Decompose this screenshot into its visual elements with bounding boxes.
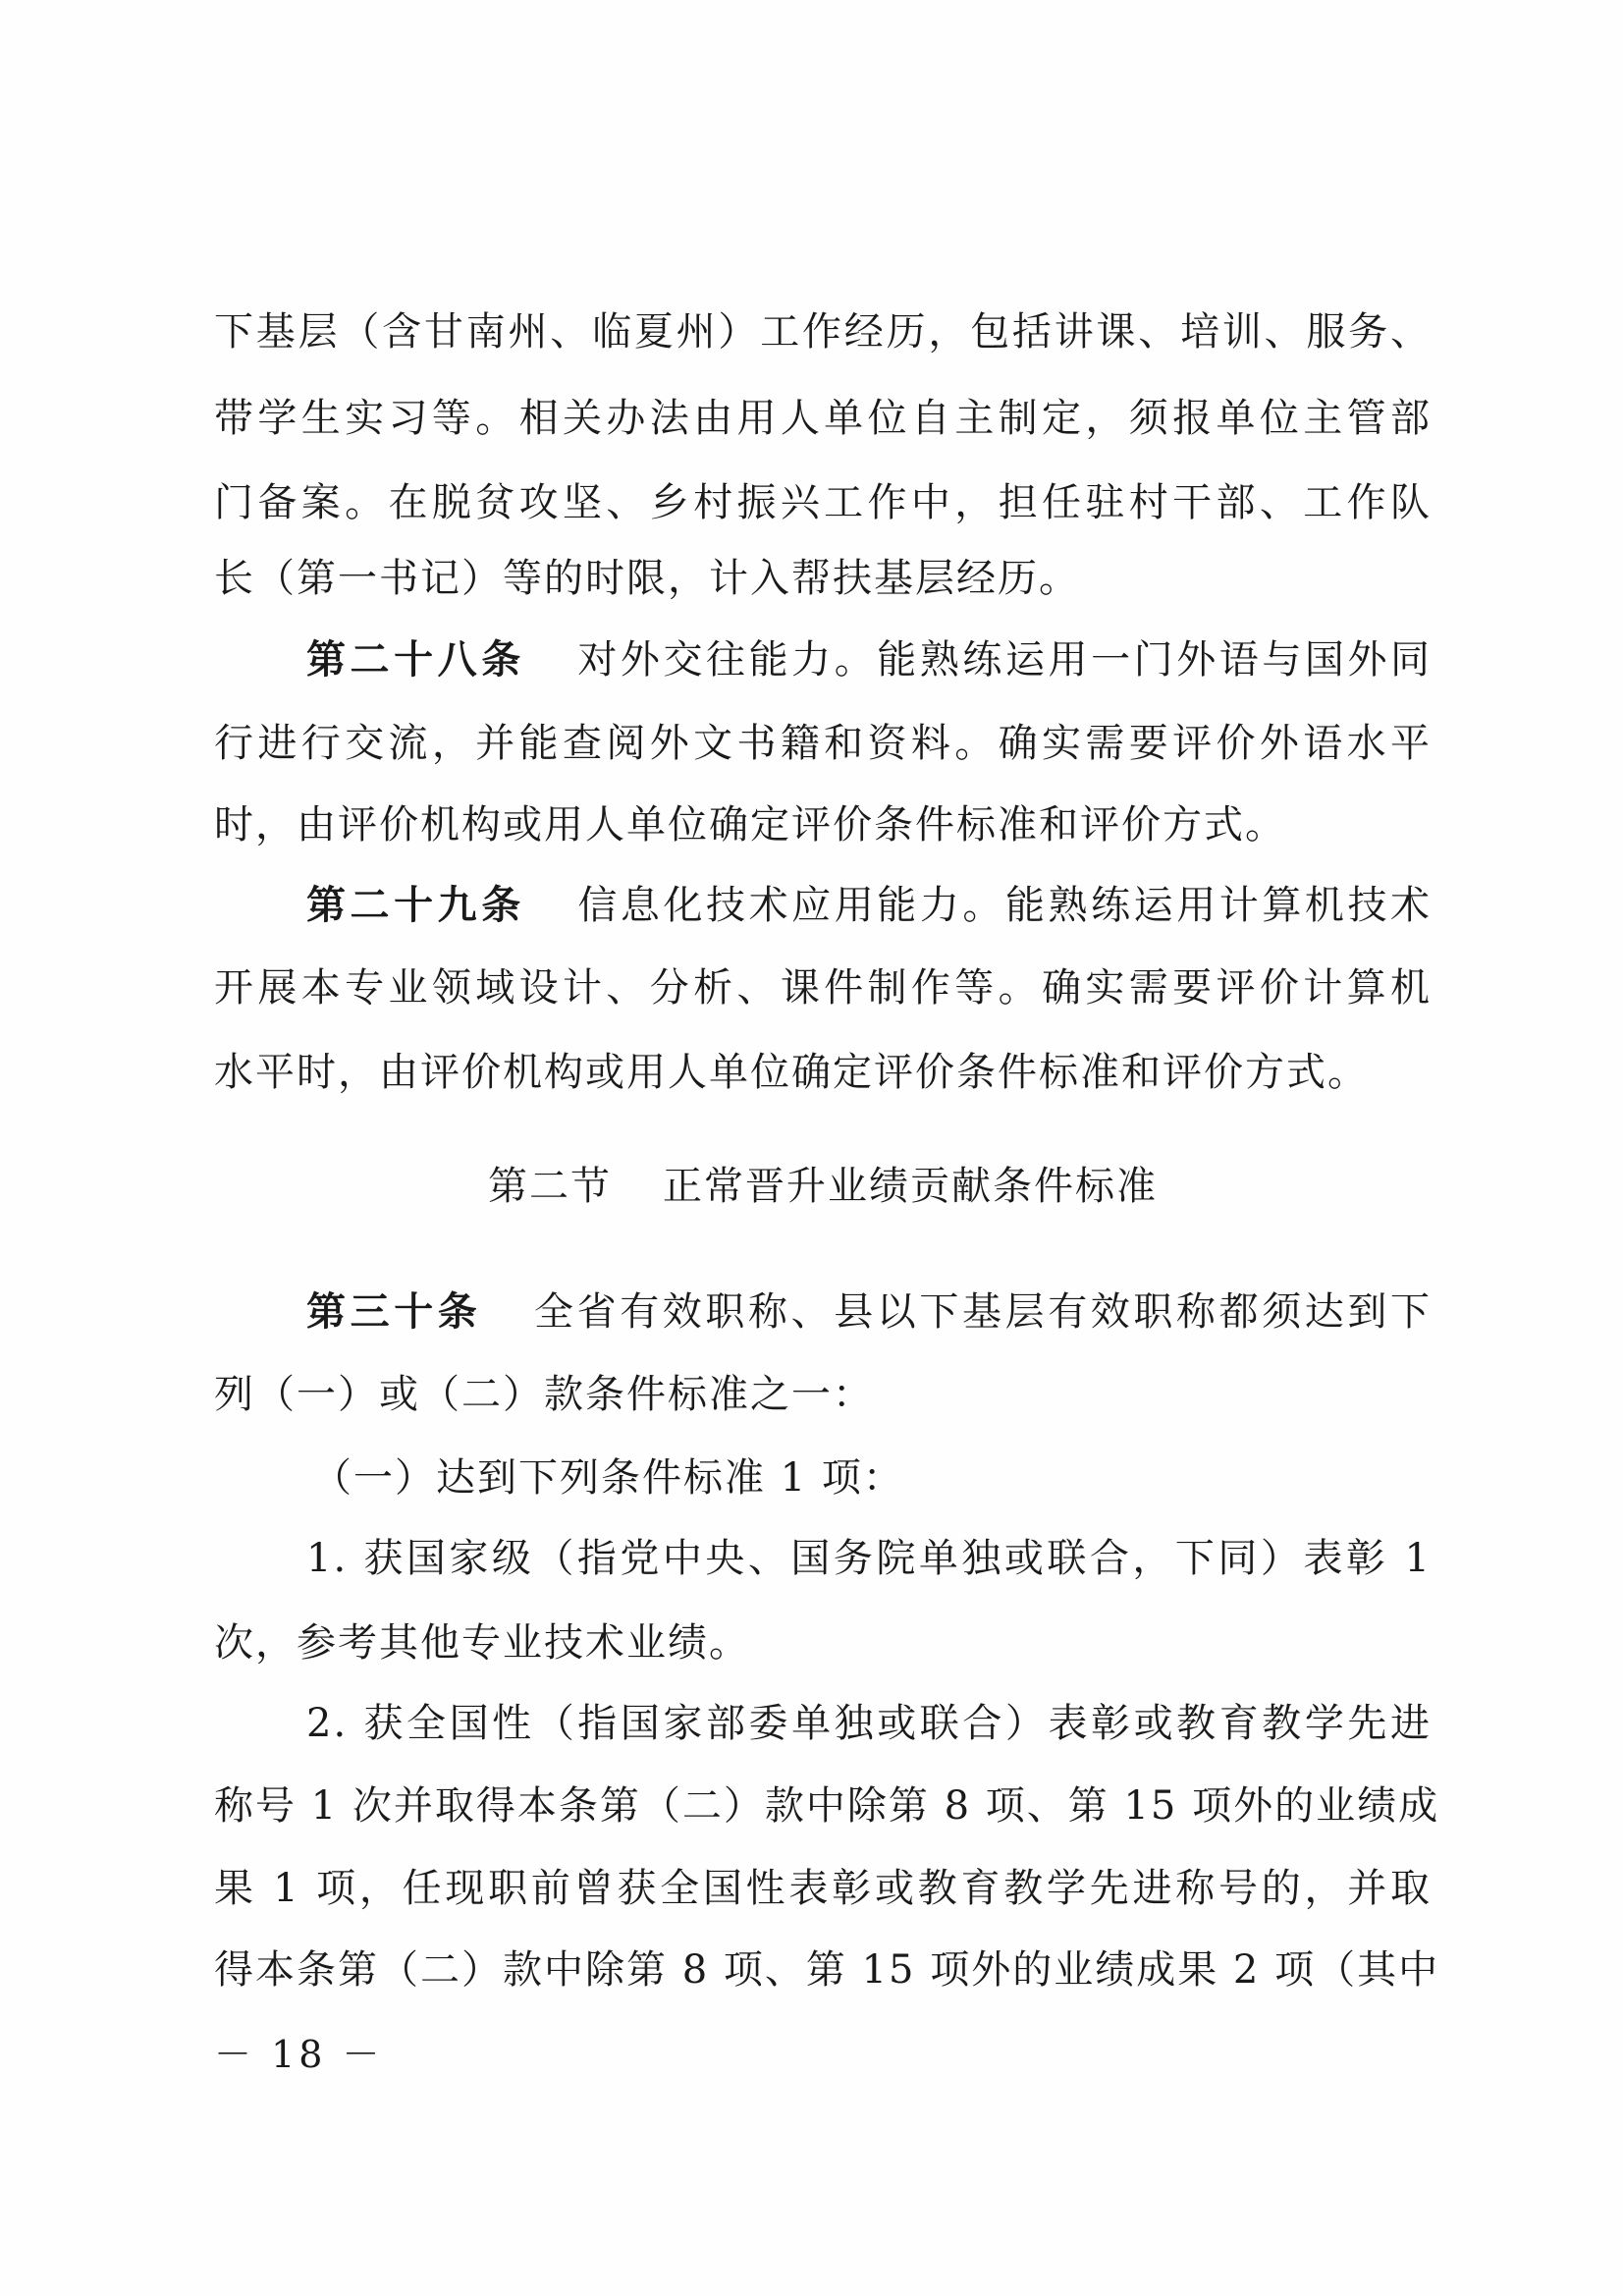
item-2-line: 称号 1 次并取得本条第（二）款中除第 8 项、第 15 项外的业绩成	[214, 1783, 1440, 1829]
page-number: － 18 －	[214, 2033, 384, 2076]
article-29-heading: 第二十九条	[306, 882, 525, 928]
paragraph-line: 水平时，由评价机构或用人单位确定评价条件标准和评价方式。	[214, 1050, 1369, 1095]
paragraph-line: 带学生实习等。相关办法由用人单位自主制定，须报单位主管部	[214, 396, 1432, 441]
clause-one: （一）达到下列条件标准 1 项：	[312, 1455, 904, 1501]
paragraph-line: 长（第一书记）等的时限，计入帮扶基层经历。	[214, 556, 1080, 601]
paragraph-line: 列（一）或（二）款条件标准之一：	[214, 1372, 874, 1417]
article-28-text: 对外交往能力。能熟练运用一门外语与国外同	[575, 637, 1433, 683]
paragraph-line: 行进行交流，并能查阅外文书籍和资料。确实需要评价外语水平	[214, 721, 1432, 766]
item-2-line: 2. 获全国性（指国家部委单独或联合）表彰或教育教学先进	[306, 1701, 1432, 1746]
item-2-line: 果 1 项，任现职前曾获全国性表彰或教育教学先进称号的，并取	[214, 1866, 1432, 1911]
article-28-heading: 第二十八条	[306, 636, 525, 683]
section-title: 正常晋升业绩贡献条件标准	[663, 1164, 1158, 1209]
item-1-line: 1. 获国家级（指党中央、国务院单独或联合，下同）表彰 1	[306, 1536, 1432, 1581]
item-2-line: 得本条第（二）款中除第 8 项、第 15 项外的业绩成果 2 项（其中	[214, 1947, 1440, 1993]
article-29-text: 信息化技术应用能力。能熟练运用计算机技术	[575, 883, 1433, 928]
section-label: 第二节	[488, 1164, 612, 1209]
article-30-text: 全省有效职称、县以下基层有效职称都须达到下	[532, 1289, 1433, 1335]
paragraph-line: 下基层（含甘南州、临夏州）工作经历，包括讲课、培训、服务、	[214, 309, 1432, 355]
article-29-first-line	[306, 882, 1432, 929]
article-30-first-line	[306, 1288, 1432, 1336]
item-1-line: 次，参考其他专业技术业绩。	[214, 1620, 750, 1666]
paragraph-line: 开展本专业领域设计、分析、课件制作等。确实需要评价计算机	[214, 965, 1432, 1011]
paragraph-line: 时，由评价机构或用人单位确定评价条件标准和评价方式。	[214, 802, 1286, 847]
paragraph-line: 门备案。在脱贫攻坚、乡村振兴工作中，担任驻村干部、工作队	[214, 480, 1432, 525]
article-30-heading: 第三十条	[306, 1288, 482, 1335]
article-28-first-line	[306, 636, 1432, 683]
section-heading	[214, 1163, 1432, 1210]
